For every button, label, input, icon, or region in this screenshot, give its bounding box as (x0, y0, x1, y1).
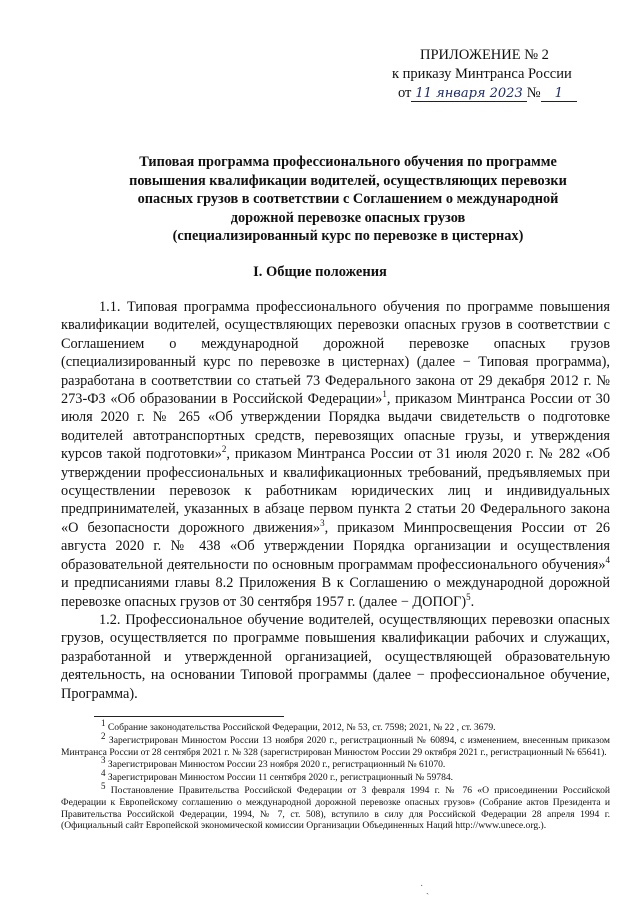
document-title (118, 153, 578, 246)
para1-text-5: и предписаниями главы 8.2 Приложения В к Соглашению о международной дорожной перевозке опасных грузов от 30 сентября 1957 г. (далее − ДОПОГ) (61, 575, 610, 610)
para1-text-4: , приказом Минпросвещения России от 26 августа 2020 г. № 438 «Об утверждении Порядка организации и осуществления образовательной деятельности по основным программам профессионального обучения» (61, 519, 610, 573)
footnote-divider (94, 716, 284, 717)
paragraph-1-2: 1.2. Профессиональное обучение водителей, осуществляющих перевозки опасных грузов, осуществляется по программе повышения квалификации рабочих и служащих, разработанной и утвержденной организацией, осуществляющей образовательную деятельность, на основании Типовой программы (далее − профессиональное обучение, Программа). (61, 611, 610, 702)
footnote-number: 5 (101, 780, 106, 791)
scan-specks: ˙ ˏ (420, 884, 430, 895)
footnote-ref-2: 2 (221, 444, 227, 455)
footnote-ref-5: 5 (466, 591, 471, 602)
title-line: (специализированный курс по перевозке в цистернах) (172, 228, 524, 245)
footnote (61, 768, 610, 784)
footnote-text: Зарегистрирован Минюстом России 23 ноября 2020 г., регистрационный № 61070. (105, 759, 446, 771)
handwritten-number: 1 (541, 86, 577, 102)
title-line: опасных грузов в соответствии с Соглашением о международной (137, 191, 559, 208)
footnote-ref-3: 3 (320, 518, 325, 529)
number-prefix: № (526, 85, 541, 101)
footnote-text: Собрание законодательства Российской Федерации, 2012, № 53, ст. 7598; 2021, № 22 , ст. 3679. (105, 722, 496, 733)
footnote (61, 755, 610, 771)
para1-text-2: , приказом Минтранса России от 30 июля 2020 г. № 265 «Об утверждении Порядка выдачи свидетельств о подготовке водителей автотранспортных средств, перевозящих опасные грузы, и утверждения курсов такой подготовки» (61, 391, 610, 463)
footnote-text: Постановление Правительства Российской Федерации от 3 февраля 1994 г. № 76 «О присоединении Российской Федерации к Европейскому соглашению о международной дорожной перевозке опасных грузов» (Собрание актов Президента и Правительства Российской Федерации, 1994, № 7, ст. 508), вступило в силу для Российской Федерации 28 апреля 1994 г. (Официальный сайт Европейской экономической комиссии Организации Объединенных Наций http://www.unece.org.). (61, 784, 610, 832)
footnotes (61, 717, 610, 833)
title-line: Типовая программа профессионального обучения по программе (139, 154, 557, 170)
para1-text-3: , приказом Минтранса России от 31 июля 2020 г. № 282 «Об утверждении профессиональных и квалификационных требований, предъявляемых при осуществлении перевозок к работникам юридических лиц и индивидуальных предпринимателей, указанных в абзаце первом пункта 2 статьи 20 Федерального закона «О безопасности дорожного движения» (61, 446, 611, 536)
footnote (61, 717, 610, 734)
handwritten-date: 11 января 2023 (411, 86, 526, 102)
footnote-number: 2 (101, 730, 106, 741)
title-line: дорожной перевозке опасных грузов (230, 209, 466, 226)
section-heading: I. Общие положения (253, 264, 387, 280)
footnote (61, 780, 610, 832)
footnote-number: 3 (101, 755, 106, 766)
date-prefix: от (398, 85, 412, 101)
paragraph-1-1 (61, 298, 610, 611)
footnote-text: Зарегистрирован Минюстом России 13 ноября 2020 г., регистрационный № 60894, с изменением, внесенным приказом Минтранса России от 28 сентября 2021 г. № 328 (зарегистрирован Минюстом России 29 октября 2021 г., регистрационный № 65641). (61, 734, 610, 758)
appendix-header (380, 46, 620, 103)
title-line: повышения квалификации водителей, осуществляющих перевозки (129, 172, 567, 189)
footnote-number: 1 (101, 717, 106, 728)
body-text (61, 298, 610, 703)
appendix-title: ПРИЛОЖЕНИЕ № 2 (420, 47, 549, 63)
para1-text-6: . (470, 593, 475, 610)
footnote-number: 4 (101, 768, 106, 778)
appendix-order-ref: к приказу Минтранса России (392, 66, 572, 82)
appendix-date-line (380, 84, 620, 103)
footnote-text: Зарегистрирован Минюстом России 11 сентября 2020 г., регистрационный № 59784. (105, 772, 454, 784)
footnote-ref-1: 1 (382, 389, 387, 400)
para1-text-1: 1.1. Типовая программа профессионального обучения по программе повышения квалификации водителей, осуществляющих перевозки опасных грузов в соответствии с Соглашением о международной дорожной перевозке опасных грузов (специализированный курс по перевозке в цистернах) (далее − Типовая программа), разработана в соответствии со статьей 73 Федерального закона от 29 декабря 2012 г. № 273-ФЗ «Об образовании в Российской Федерации» (61, 299, 610, 408)
footnote-ref-4: 4 (605, 554, 610, 565)
footnote (61, 730, 610, 759)
